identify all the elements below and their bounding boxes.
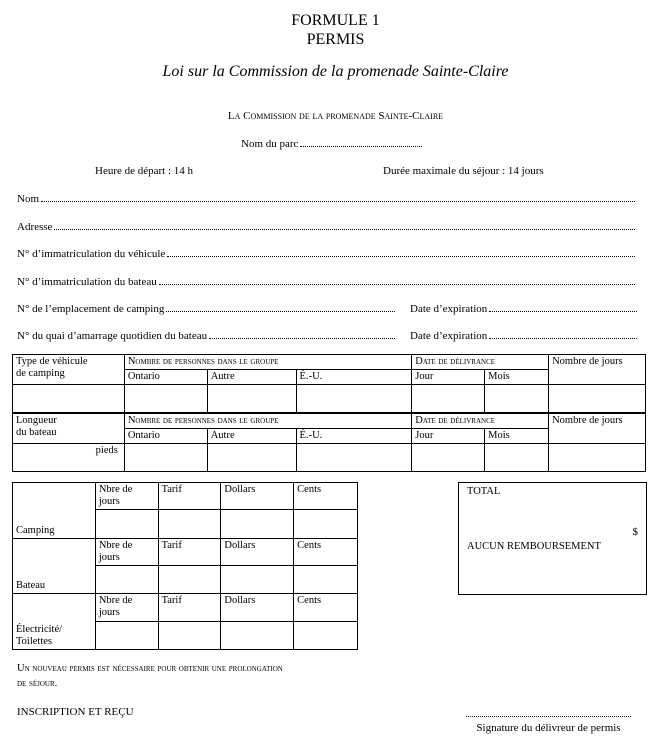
boat-reg-field[interactable] <box>17 275 635 289</box>
other-header: Autre <box>207 370 296 385</box>
month-header: Mois <box>485 370 549 385</box>
rate-header-1: Tarif <box>158 483 221 510</box>
n-days-header-1: Nbre de jours <box>95 483 158 510</box>
other-cell[interactable] <box>207 385 296 413</box>
commission-name: La Commission de la promenade Sainte-Claire <box>227 110 444 122</box>
name-field[interactable] <box>17 192 635 206</box>
day-cell[interactable] <box>412 385 485 413</box>
boat-label-top <box>13 538 96 565</box>
cents-header-3: Cents <box>294 594 358 621</box>
rate-header-3: Tarif <box>158 594 221 621</box>
other-cell-2[interactable] <box>207 443 296 471</box>
other-header-2: Autre <box>207 428 296 443</box>
persons-header-2: Nombre de personnes dans le groupe <box>124 413 411 429</box>
ontario-cell[interactable] <box>124 385 207 413</box>
boat-rate-cell[interactable] <box>158 565 221 593</box>
electricity-dollars-cell[interactable] <box>221 621 294 649</box>
boat-length-header <box>13 413 125 444</box>
days-cell-2[interactable] <box>549 443 646 471</box>
month-cell-2[interactable] <box>485 443 549 471</box>
us-header-2: É.-U. <box>296 428 412 443</box>
feet-label: pieds <box>95 444 118 456</box>
ontario-header: Ontario <box>124 370 207 385</box>
dock-expiry-label: Date d’expiration <box>410 330 488 342</box>
boat-dollars-cell[interactable] <box>221 565 294 593</box>
vehicle-reg-field[interactable] <box>17 247 635 261</box>
boat-length-cell[interactable] <box>13 443 125 471</box>
camping-rate-cell[interactable] <box>158 510 221 538</box>
days-cell[interactable] <box>549 385 646 413</box>
electricity-label <box>13 621 96 649</box>
boat-reg-label: N° d’immatriculation du bateau <box>17 276 157 288</box>
max-stay: Durée maximale du séjour : 14 jours <box>383 165 544 177</box>
departure-time: Heure de départ : 14 h <box>95 165 194 177</box>
name-dots <box>41 192 635 202</box>
park-name-label: Nom du parc <box>241 138 299 150</box>
camping-dollars-cell[interactable] <box>221 510 294 538</box>
vehicle-reg-dots <box>167 247 635 257</box>
electricity-label-2: Toilettes <box>16 636 53 647</box>
dock-expiry-field[interactable] <box>410 329 637 343</box>
extension-notice-line1: Un nouveau permis est nécessaire pour obtenir une prolongation <box>17 663 283 674</box>
rate-header-2: Tarif <box>158 538 221 565</box>
ontario-cell-2[interactable] <box>124 443 207 471</box>
dollars-header-1: Dollars <box>221 483 294 510</box>
law-title: Loi sur la Commission de la promenade Sainte-Claire <box>162 63 509 80</box>
issue-date-header: Date de délivrance <box>412 355 549 370</box>
campsite-expiry-dots <box>489 302 637 312</box>
address-dots <box>54 220 635 230</box>
fees-table <box>12 482 358 650</box>
day-header-2: Jour <box>412 428 485 443</box>
dock-label: N° du quai d’amarrage quotidien du bateau <box>17 330 208 342</box>
dollars-header-3: Dollars <box>221 594 294 621</box>
camping-label: Camping <box>13 510 96 538</box>
cents-header-1: Cents <box>294 483 358 510</box>
name-label: Nom <box>17 193 39 205</box>
form-title: FORMULE 1 <box>291 12 380 29</box>
campsite-dots <box>166 302 395 312</box>
us-cell[interactable] <box>296 385 412 413</box>
vehicle-type-label-2: de camping <box>16 368 65 379</box>
us-header: É.-U. <box>296 370 412 385</box>
address-field[interactable] <box>17 220 635 234</box>
vehicle-type-header <box>13 355 125 385</box>
vehicle-boat-table <box>12 354 646 472</box>
electricity-days-cell[interactable] <box>95 621 158 649</box>
signature-label: Signature du délivreur de permis <box>476 722 621 734</box>
campsite-label: N° de l’emplacement de camping <box>17 303 165 315</box>
extension-notice-line2: de séjour. <box>17 678 58 689</box>
days-header: Nombre de jours <box>549 355 646 385</box>
signature-line[interactable] <box>466 715 631 717</box>
camping-cents-cell[interactable] <box>294 510 358 538</box>
n-days-header-3: Nbre de jours <box>95 594 158 621</box>
total-box[interactable] <box>458 482 647 595</box>
boat-label: Bateau <box>13 565 96 593</box>
campsite-expiry-label: Date d’expiration <box>410 303 488 315</box>
form-subtitle: PERMIS <box>306 31 365 48</box>
cents-header-2: Cents <box>294 538 358 565</box>
park-name-dots <box>300 137 422 147</box>
month-cell[interactable] <box>485 385 549 413</box>
boat-length-label-1: Longueur <box>16 414 57 426</box>
boat-days-cell[interactable] <box>95 565 158 593</box>
no-refund-label: AUCUN REMBOURSEMENT <box>467 541 601 552</box>
issue-date-header-2: Date de délivrance <box>412 413 549 429</box>
dock-field[interactable] <box>17 329 395 343</box>
electricity-cents-cell[interactable] <box>294 621 358 649</box>
registration-label: INSCRIPTION ET REÇU <box>17 706 134 718</box>
dollars-header-2: Dollars <box>221 538 294 565</box>
electricity-label-1: Électricité/ <box>16 624 63 635</box>
boat-reg-dots <box>159 275 635 285</box>
vehicle-type-label-1: Type de véhicule <box>16 356 88 367</box>
campsite-expiry-field[interactable] <box>410 302 637 316</box>
camping-label-top <box>13 483 96 510</box>
park-name-field[interactable] <box>241 137 422 151</box>
n-days-header-2: Nbre de jours <box>95 538 158 565</box>
persons-header: Nombre de personnes dans le groupe <box>124 355 411 370</box>
electricity-rate-cell[interactable] <box>158 621 221 649</box>
dock-expiry-dots <box>489 329 637 339</box>
boat-length-label-2: du bateau <box>16 426 57 438</box>
currency-symbol: $ <box>632 526 638 538</box>
address-label: Adresse <box>17 221 53 233</box>
boat-cents-cell[interactable] <box>294 565 358 593</box>
electricity-label-top <box>13 594 96 621</box>
days-header-2: Nombre de jours <box>549 413 646 444</box>
us-cell-2[interactable] <box>296 443 412 471</box>
camping-days-cell[interactable] <box>95 510 158 538</box>
vehicle-type-cell[interactable] <box>13 385 125 413</box>
month-header-2: Mois <box>485 428 549 443</box>
campsite-field[interactable] <box>17 302 395 316</box>
vehicle-reg-label: N° d’immatriculation du véhicule <box>17 248 166 260</box>
day-cell-2[interactable] <box>412 443 485 471</box>
ontario-header-2: Ontario <box>124 428 207 443</box>
dock-dots <box>209 329 395 339</box>
total-label: TOTAL <box>467 486 501 497</box>
day-header: Jour <box>412 370 485 385</box>
